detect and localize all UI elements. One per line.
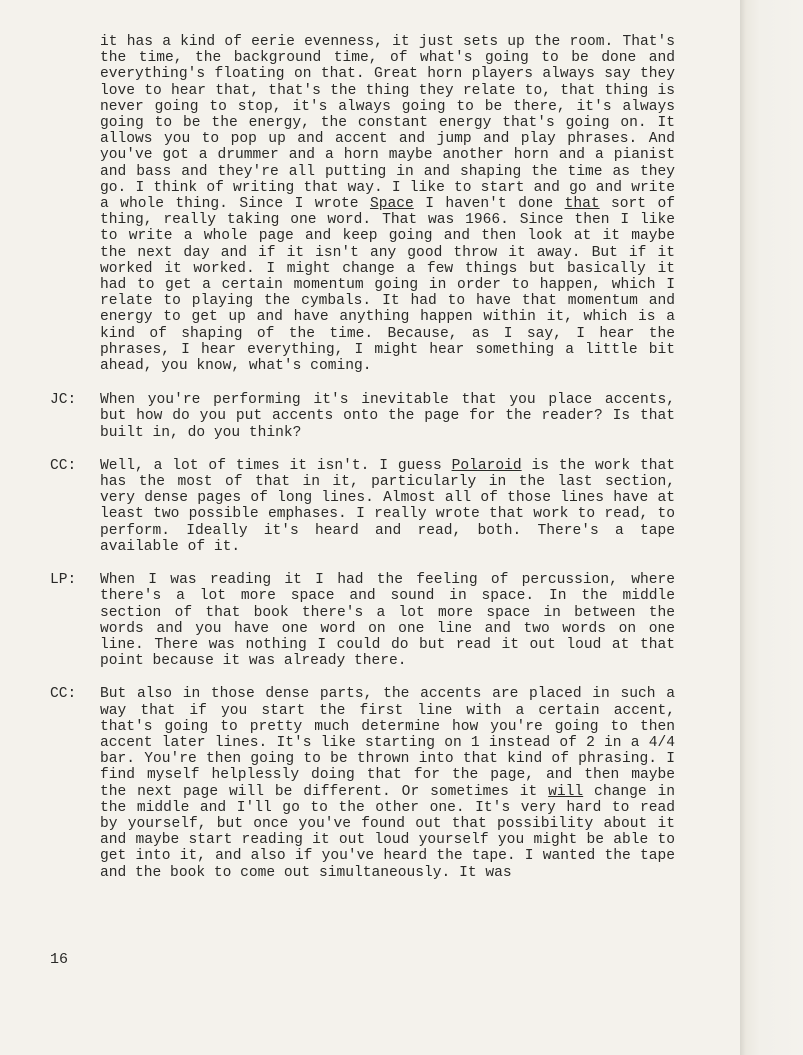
speaker-label: LP: xyxy=(50,572,77,589)
paragraph-text xyxy=(100,572,675,669)
underlined-word-that: that xyxy=(564,196,600,213)
text-run: it has a kind of eerie evenness, it just sets up the room. That's the time, the background time, of what's going to be done and everything's floating on that. Great horn players always say they love to hear that, that's the thing they relate to, that thing is never going to stop, it's always going to be there, it's always going to be the energy, the constant energy that's going on. It allows you to pop up and accent and jump and play phrases. And you've got a drummer and a horn maybe another horn and a pianist and bass and they're all putting in and shaping the time as they go. I think of writing that way. I like to start and go and write a whole thing. Since I wrote xyxy=(100,34,675,213)
speaker-label: CC: xyxy=(50,457,77,474)
text-run: is the work that has the most of that in it, particularly in the last section, very dense pages of long lines. Almost all of those lines have at least two possible emphases. I really wrote that work to read, to perform. Ideally it's heard and read, both. There's a tape available of it. xyxy=(100,457,675,555)
paragraph-1 xyxy=(50,392,680,441)
text-run: When you're performing it's inevitable that you place accents, but how do you put accents onto the page for the reader? Is that built in, do you think? xyxy=(100,392,675,441)
interview-text xyxy=(50,34,680,881)
paragraph-4 xyxy=(50,686,680,880)
paragraph-text xyxy=(100,34,675,374)
underlined-title-polaroid: Polaroid xyxy=(451,457,522,474)
page-edge-shadow xyxy=(740,0,803,1055)
text-run: I haven't done xyxy=(413,196,565,213)
page-number: 16 xyxy=(50,951,69,968)
paragraph-text xyxy=(100,458,675,555)
text-run: change in the middle and I'll go to the other one. It's very hard to read by yourself, but once you've found out that possibility about it and maybe start reading it out loud yourself you might be able to get into it, and also if you've heard the tape. I wanted the tape and the book to come out simultaneously. It was xyxy=(100,783,675,881)
text-run: When I was reading it I had the feeling of percussion, where there's a lot more space and sound in space. In the middle section of that book there's a lot more space in between the words and you have one word on one line and two words on one line. There was nothing I could do but read it out loud at that point because it was already there. xyxy=(100,572,675,670)
speaker-label: CC: xyxy=(50,686,77,703)
underlined-title-space: Space xyxy=(369,196,414,213)
paragraph-text xyxy=(100,392,675,441)
text-run: sort of thing, really taking one word. That was 1966. Since then I like to write a whole page and keep going and then look at it maybe the next day and if it isn't any good throw it away. But if it worked it worked. I might change a few things but basically it had to get a certain momentum going in order to happen, which I relate to playing the cymbals. It had to have that momentum and energy to get up and have anything happen within it, which is a kind of shaping of the time. Because, as I say, I hear the phrases, I hear everything, I might hear something a little bit ahead, you know, what's coming. xyxy=(100,196,676,375)
paragraph-0 xyxy=(50,34,680,374)
underlined-word-will: will xyxy=(548,783,584,800)
text-run: Well, a lot of times it isn't. I guess xyxy=(100,457,452,474)
text-run: But also in those dense parts, the accents are placed in such a way that if you start the first line with a certain accent, that's going to pretty much determine how you're going to then accent later lines. It's like starting on 1 instead of 2 in a 4/4 bar. You're then going to be thrown into that kind of phrasing. I find myself helplessly doing that for the page, and then maybe the next page will be different. Or sometimes it xyxy=(100,686,675,800)
speaker-label: JC: xyxy=(50,392,77,409)
paragraph-text xyxy=(100,686,675,880)
paragraph-2 xyxy=(50,458,680,555)
paragraph-3 xyxy=(50,572,680,669)
